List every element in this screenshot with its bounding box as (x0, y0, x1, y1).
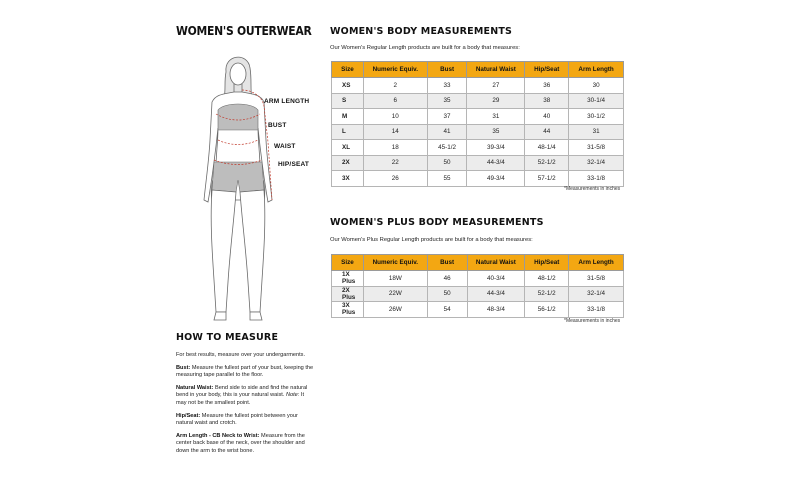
column-header: Size (332, 62, 364, 78)
table-cell: 10 (363, 109, 427, 125)
table-cell: 31-5/8 (569, 271, 624, 287)
plus-measurements-table (331, 254, 624, 318)
table-cell: 45-1/2 (427, 140, 467, 156)
table-row (332, 124, 624, 140)
plus-intro: Our Women's Plus Regular Length products are built for a body that measures: (330, 237, 533, 243)
table-row (332, 171, 624, 187)
table-cell: 30-1/2 (569, 109, 624, 125)
table-row (332, 271, 624, 287)
table-cell: 37 (427, 109, 467, 125)
size-cell: 1X Plus (332, 271, 364, 287)
size-cell: M (332, 109, 364, 125)
table-cell: 38 (525, 93, 569, 109)
table-cell: 48-3/4 (467, 302, 525, 318)
table-cell: 44-3/4 (467, 286, 525, 302)
table-cell: 29 (467, 93, 525, 109)
table-cell: 39-3/4 (467, 140, 525, 156)
column-header: Bust (427, 255, 467, 271)
waist-label: WAIST (274, 143, 296, 150)
table-cell: 30 (569, 78, 624, 94)
column-header: Natural Waist (467, 255, 525, 271)
bust-label: BUST (268, 122, 287, 129)
table-cell: 44 (525, 124, 569, 140)
column-header: Hip/Seat (525, 255, 569, 271)
plus-footnote: *Measurements in inches (564, 318, 621, 324)
how-to-measure-title: HOW TO MEASURE (176, 332, 279, 343)
table-cell: 41 (427, 124, 467, 140)
column-header: Numeric Equiv. (363, 255, 427, 271)
table-cell: 14 (363, 124, 427, 140)
woman-figure-icon (190, 50, 320, 330)
table-cell: 49-3/4 (467, 171, 525, 187)
table-cell: 40 (525, 109, 569, 125)
body-figure-illustration (190, 50, 320, 330)
table-cell: 31 (569, 124, 624, 140)
table-cell: 31-5/8 (569, 140, 624, 156)
table-row (332, 302, 624, 318)
table-header-row (332, 255, 624, 271)
table-cell: 22W (363, 286, 427, 302)
table-cell: 35 (427, 93, 467, 109)
table-cell: 52-1/2 (525, 286, 569, 302)
instruction-arm: Arm Length - CB Neck to Wrist: Measure from the center back base of the neck, over the shoulder and down the arm to the wrist bone. (176, 432, 305, 454)
table-cell: 46 (427, 271, 467, 287)
table-cell: 33-1/8 (569, 171, 624, 187)
table-cell: 22 (363, 155, 427, 171)
table-cell: 30-1/4 (569, 93, 624, 109)
size-cell: XS (332, 78, 364, 94)
table-header-row (332, 62, 624, 78)
column-header: Size (332, 255, 364, 271)
table-cell: 50 (427, 286, 467, 302)
size-cell: 2X Plus (332, 286, 364, 302)
table-cell: 57-1/2 (525, 171, 569, 187)
table-row (332, 140, 624, 156)
regular-footnote: *Measurements in inches (564, 186, 621, 192)
table-cell: 32-1/4 (569, 286, 624, 302)
table-cell: 33-1/8 (569, 302, 624, 318)
arm-length-label: ARM LENGTH (264, 98, 310, 105)
table-row (332, 93, 624, 109)
table-cell: 33 (427, 78, 467, 94)
table-cell: 27 (467, 78, 525, 94)
table-cell: 26 (363, 171, 427, 187)
table-cell: 52-1/2 (525, 155, 569, 171)
column-header: Arm Length (569, 62, 624, 78)
table-cell: 6 (363, 93, 427, 109)
size-cell: 3X (332, 171, 364, 187)
size-cell: XL (332, 140, 364, 156)
size-cell: L (332, 124, 364, 140)
table-cell: 54 (427, 302, 467, 318)
regular-intro: Our Women's Regular Length products are built for a body that measures: (330, 45, 520, 51)
regular-measurements-title: WOMEN'S BODY MEASUREMENTS (330, 26, 513, 37)
table-cell: 55 (427, 171, 467, 187)
table-cell: 26W (363, 302, 427, 318)
instruction-waist: Natural Waist: Bend side to side and find the natural bend in your body, this is your natural waist. Note: It may not be the smallest point. (176, 384, 308, 406)
table-cell: 56-1/2 (525, 302, 569, 318)
table-cell: 2 (363, 78, 427, 94)
table-row (332, 78, 624, 94)
table-cell: 50 (427, 155, 467, 171)
table-cell: 18W (363, 271, 427, 287)
column-header: Hip/Seat (525, 62, 569, 78)
table-row (332, 155, 624, 171)
column-header: Arm Length (569, 255, 624, 271)
table-row (332, 286, 624, 302)
page-title: WOMEN'S OUTERWEAR (176, 24, 312, 38)
regular-measurements-table (331, 61, 624, 187)
column-header: Numeric Equiv. (363, 62, 427, 78)
table-cell: 44-3/4 (467, 155, 525, 171)
column-header: Bust (427, 62, 467, 78)
table-cell: 35 (467, 124, 525, 140)
table-cell: 40-3/4 (467, 271, 525, 287)
table-cell: 31 (467, 109, 525, 125)
how-to-measure-instructions (176, 352, 316, 461)
size-cell: 3X Plus (332, 302, 364, 318)
size-cell: 2X (332, 155, 364, 171)
table-cell: 32-1/4 (569, 155, 624, 171)
instruction-intro: For best results, measure over your undergarments. (176, 352, 306, 358)
table-cell: 18 (363, 140, 427, 156)
hip-seat-label: HIP/SEAT (278, 161, 310, 168)
table-row (332, 109, 624, 125)
table-cell: 36 (525, 78, 569, 94)
instruction-hip: Hip/Seat: Measure the fullest point between your natural waist and crotch. (176, 412, 298, 427)
table-cell: 48-1/2 (525, 271, 569, 287)
size-cell: S (332, 93, 364, 109)
plus-measurements-title: WOMEN'S PLUS BODY MEASUREMENTS (330, 217, 544, 228)
instruction-bust: Bust: Measure the fullest part of your bust, keeping the measuring tape parallel to the floor. (176, 364, 314, 379)
column-header: Natural Waist (467, 62, 525, 78)
table-cell: 48-1/4 (525, 140, 569, 156)
